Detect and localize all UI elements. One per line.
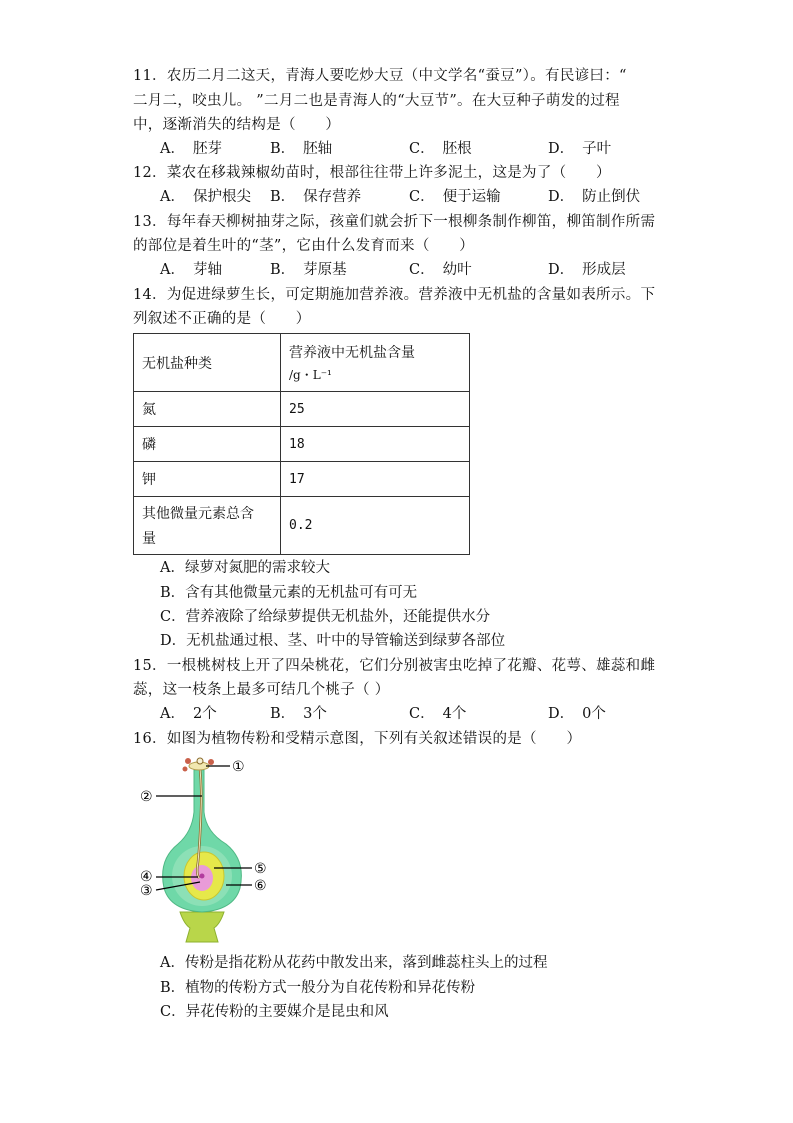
q12-option-a[interactable]: A． 保护根尖 [160, 189, 251, 205]
q14-option-d[interactable]: D．无机盐通过根、茎、叶中的导管输送到绿萝各部位 [160, 633, 506, 649]
q11-stem-line-3: 中，逐渐消失的结构是（ ） [133, 117, 341, 133]
q13-option-b[interactable]: B． 芽原基 [270, 262, 347, 278]
q12-stem-line-1: 12．菜农在移栽辣椒幼苗时，根部往往带上许多泥土，这是为了（ ） [133, 165, 611, 181]
q14-option-b[interactable]: B．含有其他微量元素的无机盐可有可无 [160, 585, 418, 601]
q15-option-c[interactable]: C． 4个 [409, 706, 467, 722]
q11-option-a[interactable]: A． 胚芽 [160, 141, 222, 157]
pollen-grain [197, 758, 203, 764]
q16-option-b[interactable]: B．植物的传粉方式一般分为自花传粉和异花传粉 [160, 980, 476, 996]
nutrient-salt-table [133, 333, 470, 555]
pollination-fertilization-figure [128, 752, 278, 944]
q14-stem-line-1: 14．为促进绿萝生长，可定期施加营养液。营养液中无机盐的含量如表所示。下 [133, 287, 656, 303]
q11-stem-line-1: 11．农历二月二这天，青海人要吃炒大豆（中文学名“蚕豆”）。有民谚曰：“ [133, 68, 627, 84]
q12-option-c[interactable]: C． 便于运输 [409, 189, 501, 205]
table-row: 氮 25 [134, 392, 470, 427]
q11-stem-line-2: 二月二，咬虫儿。 ”二月二也是青海人的“大豆节”。在大豆种子萌发的过程 [133, 93, 620, 109]
q15-stem-line-1: 15．一根桃树枝上开了四朵桃花，它们分别被害虫吃掉了花瓣、花萼、雄蕊和雌 [133, 658, 656, 674]
figure-label-4: ④ [140, 869, 153, 885]
figure-label-1: ① [232, 759, 245, 775]
q11-option-c[interactable]: C． 胚根 [409, 141, 472, 157]
q16-option-a[interactable]: A．传粉是指花粉从花药中散发出来，落到雌蕊柱头上的过程 [160, 955, 548, 971]
q16-stem-line-1: 16．如图为植物传粉和受精示意图，下列有关叙述错误的是（ ） [133, 731, 582, 747]
q11-option-b[interactable]: B． 胚轴 [270, 141, 333, 157]
nucleus-dot [200, 874, 205, 879]
pollen-grain [185, 758, 191, 764]
q14-stem-line-2: 列叙述不正确的是（ ） [133, 311, 311, 327]
receptacle-shape [180, 912, 224, 942]
table-header-row [134, 334, 470, 392]
q12-option-d[interactable]: D． 防止倒伏 [548, 189, 641, 205]
figure-label-2: ② [140, 789, 153, 805]
q13-option-c[interactable]: C． 幼叶 [409, 262, 472, 278]
figure-label-5: ⑤ [254, 861, 267, 877]
q13-option-d[interactable]: D． 形成层 [548, 262, 626, 278]
figure-label-6: ⑥ [254, 878, 267, 894]
q13-option-a[interactable]: A． 芽轴 [160, 262, 222, 278]
pollen-grain [208, 759, 214, 765]
figure-label-3: ③ [140, 883, 153, 899]
q16-option-c[interactable]: C．异花传粉的主要媒介是昆虫和风 [160, 1004, 389, 1020]
q15-option-d[interactable]: D． 0个 [548, 706, 606, 722]
q12-option-b[interactable]: B． 保存营养 [270, 189, 362, 205]
q14-option-c[interactable]: C．营养液除了给绿萝提供无机盐外，还能提供水分 [160, 609, 491, 625]
table-row: 钾 17 [134, 462, 470, 497]
table-row: 其他微量元素总含 量 0.2 [134, 497, 470, 555]
pollen-grain [183, 767, 188, 772]
q15-option-b[interactable]: B． 3个 [270, 706, 327, 722]
header-salt-type: 无机盐种类 [134, 334, 281, 392]
header-salt-content: 营养液中无机盐含量 /g・L⁻¹ [281, 334, 470, 392]
q14-option-a[interactable]: A．绿萝对氮肥的需求较大 [160, 560, 330, 576]
q15-stem-line-2: 蕊，这一枝条上最多可结几个桃子（ ） [133, 682, 390, 698]
table-row: 磷 18 [134, 427, 470, 462]
q13-stem-line-2: 的部位是着生叶的“茎”，它由什么发育而来（ ） [133, 238, 475, 254]
q11-option-d[interactable]: D． 子叶 [548, 141, 612, 157]
q15-option-a[interactable]: A． 2个 [160, 706, 217, 722]
q13-stem-line-1: 13．每年春天柳树抽芽之际，孩童们就会折下一根柳条制作柳笛，柳笛制作所需 [133, 214, 656, 230]
